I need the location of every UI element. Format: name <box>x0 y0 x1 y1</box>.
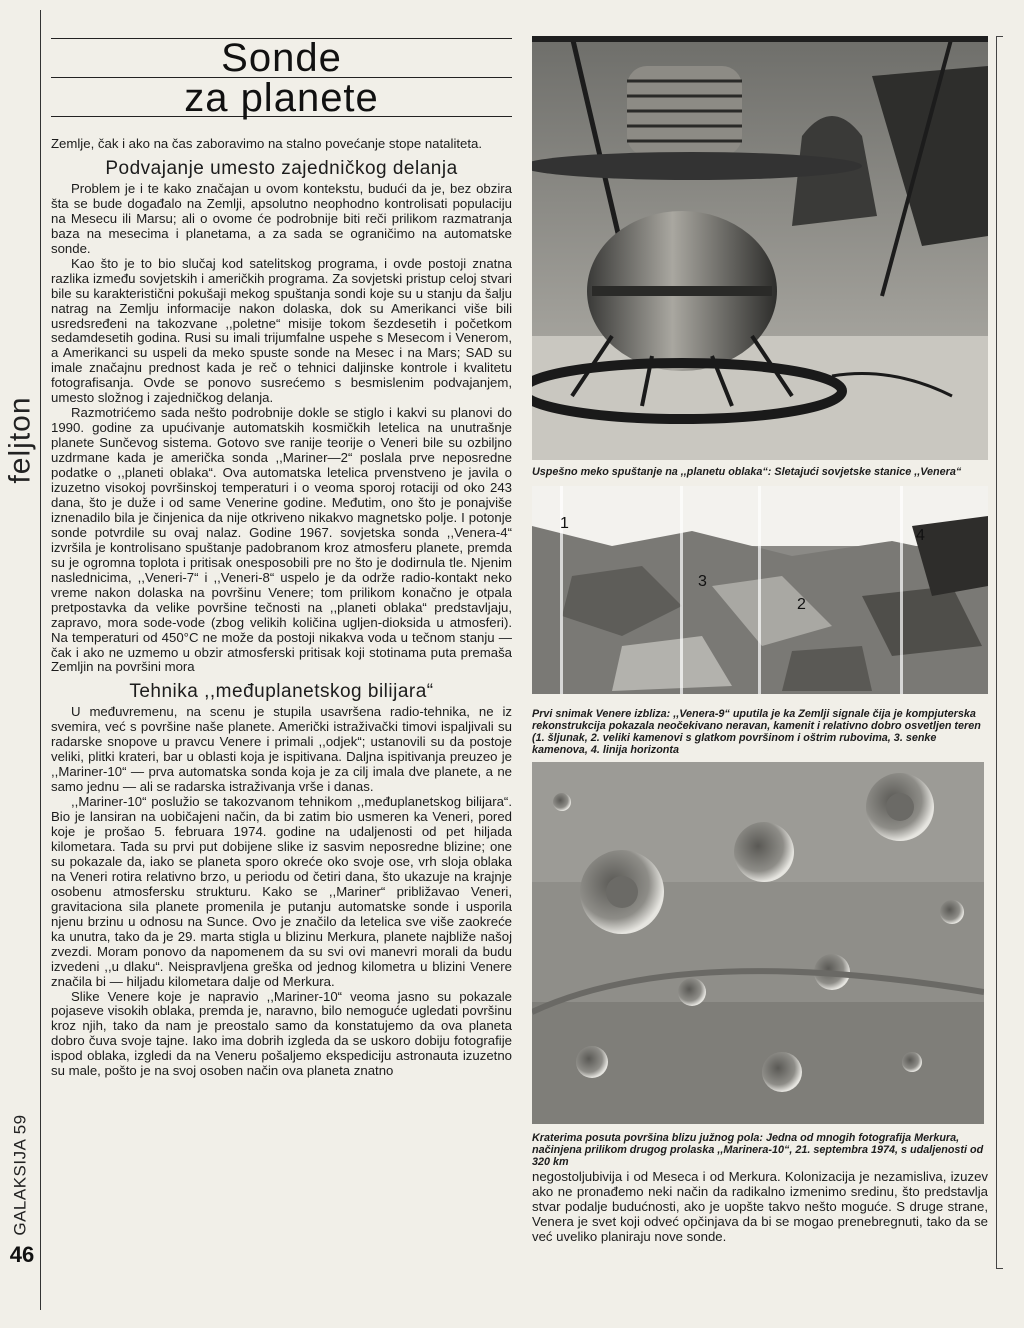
marker-label-3: 3 <box>698 573 707 590</box>
intro-paragraph: Zemlje, čak i ako na čas zaboravimo na stalno povećanje stope nataliteta. <box>51 136 483 151</box>
section-label <box>2 385 40 495</box>
paragraph: U međuvremenu, na scenu je stupila usavršena radio-tehnika, ne iz svemira, već s površine naše planete. Američki istraživački timovi ispaljivali su radarske snopove u pravcu Venere i primali ,,odjek“; ustanovili su da postoje veliki, plitki krateri, bar u oblasti koja je ispitivana. Daljna ispitivanja preuzeo je ,,Mariner-10“ — prva automatska sonda koja je za cilj imala dve planete, a ne samo jednu — ali se radarska istraživanja vrše i danas. <box>51 704 512 795</box>
marker-label-4: 4 <box>916 527 925 544</box>
page-number: 46 <box>9 1242 35 1267</box>
venera9-surface-photo <box>532 486 988 694</box>
marker-label-2: 2 <box>797 596 806 613</box>
title-line-2: za planete <box>184 76 379 120</box>
magazine-label <box>6 1110 36 1240</box>
paragraph: Kao što je to bio slučaj kod satelitskog programa, i ovde postoji znatna razlika između sovjetskih i američkih programa. Za sovjetski pristup celoj stvari bile su karakteristični pokušaji mekog spuštanja sondi koje su u stanju da šalju natrag na Zemlju informacije nakon dolaska, dok su Amerikanci više bili usredsređeni na takozvane ,,poletne“ misije tokom šezdesetih i početkom sedamdesetih godina. Rusi su imali trijumfalne uspehe s Mesecom i Venerom, a Amerikanci su uspeli da meko spuste sonde na Mesec i na Mars; SAD su imale značajnu prednost kada je reč o tehnici daljinske kontrole i kvalitetu fotografisanja. Ovde se ponovo susrećemo s besmislenim podvajanjem, umesto složnog i zajedničkog delanja. <box>51 255 512 406</box>
paragraph: Slike Venere koje je napravio ,,Mariner-10“ veoma jasno su pokazale pojaseve visokih oblaka, premda je, naravno, bilo nemoguće ugledati površinu kroz njih, tako da nam je preostalo samo da konstatujemo da ova planeta dobro čuva svoje tajne. Iako ima dobrih izgleda da se uskoro dobiju fotografije ispod oblaka, izgledi da na Veneru pošaljemo ekspediciju astronauta izuzetno su male, pošto je na svoj osoben način ova planeta znatno <box>51 988 512 1079</box>
magazine-label-text: GALAKSIJA 59 <box>11 1114 31 1236</box>
photo-caption-1: Uspešno meko spuštanje na ,,planetu oblaka“: Sletajući sovjetske stanice ,,Venera“ <box>532 466 962 478</box>
mercury-craters-image <box>532 762 984 1124</box>
photo-caption-3: Kraterima posuta površina blizu južnog pola: Jedna od mnogih fotografija Merkura, načinjena prilikom drugog prolaska ,,Marinera-10“, 21. septembra 1974, s udaljenosti od 320 km <box>532 1132 984 1168</box>
section-label-text: feljton <box>4 396 37 484</box>
venera-lander-image <box>532 36 988 460</box>
article-continuation: negostoljubivija i od Meseca i od Merkura. Kolonizacija je nezamisliva, izuzev ako ne pronađemo neki način da radikalno izmenimo sredinu, što predstavlja stvar podalje budućnosti, ako je uopšte takvo nešto moguće. S druge strane, Venera je svet koji odveć opčinjava da bi se mogao prenebregnuti, tako da se već uveliko planiraju nove sonde. <box>532 1169 988 1244</box>
title-line-1: Sonde <box>221 36 342 80</box>
photo-caption-2: Prvi snimak Venere izbliza: ,,Venera-9“ uputila je ka Zemlji signale čija je kompjuterska rekonstrukcija pokazala neočekivano neravan, kamenit i relativno dobro osvetljen teren (1. šljunak, 2. veliki kamenovi s glatkom površinom i oštrim rubovima, 3. senke kamenova, 4. linija horizonta <box>532 708 981 756</box>
venera-lander-photo <box>532 36 988 460</box>
venera9-surface-image <box>532 486 988 694</box>
margin-rule <box>40 10 41 1310</box>
mercury-craters-photo <box>532 762 984 1124</box>
paragraph: Razmotrićemo sada nešto podrobnije dokle se stiglo i kakvi su planovi do 1990. godine za upućivanje automatskih kosmičkih letelica na unutrašnje planete Sunčevog sistema. Gotovo sve ranije teorije o Veneri bile su ozbiljno uzdrmane kada je američka sonda ,,Mariner—2“ poslala prve neposredne podatke o ,,planeti oblaka“. Ova automatska letelica prvenstveno je javila o izuzetno visokoj površinskoj temperaturi i o veoma sporoj rotaciji od oko 243 dana, što je duže i od same Venerine godine. Međutim, ono što je ponajviše iznenadilo bila je činjenica da nije otkriveno nikakvo magnetsko polje. I potonje sonde potvrdile su ovaj nalaz. Godine 1967. sovjetska sonda ,,Venera-4“ izvršila je kontrolisano spuštanje padobranom kroz atmosferu planete, premda su je ogromna toplota i pritisak onesposobili pre no što je dodirnula tle. Njenim naslednicima, ,,Veneri-7“ i ,,Veneri-8“ uspelo je da održe radio-kontakt neko vreme nakon dolaska na površinu Venere; tom prilikom konačno je otpala pretpostavka da velike površine tečnosti na ,,planeti oblaka“ predstavljaju, zapravo, mora sode-vode (zbog velikih količina ugljen-dioksida u atmosferi). Na temperaturi od 450°C ne može da postoji nikakva voda u tečnom stanju — čak i ako ne uzmemo u obzir atmosferski pritisak koji stotinama puta premaša Zemljin na površini mora <box>51 405 512 675</box>
subheading-2: Tehnika ,,međuplanetskog bilijara“ <box>129 681 434 703</box>
article-body <box>51 137 512 1079</box>
edge-tick <box>996 36 1003 37</box>
subheading-1: Podvajanje umesto zajedničkog delanja <box>105 157 458 179</box>
paragraph: ,,Mariner-10“ poslužio se takozvanom tehnikom ,,međuplanetskog bilijara“. Bio je lansiran na uobičajeni način, da bi zatim bio usmeren ka Veneri, pored koje je prošao 5. februara 1974. godine na udaljenosti od pet hiljada kilometara. Tada su prvi put dobijene slike iz sasvim neposredne blizine; one su pokazale da, iako se planeta sporo okreće oko svoje ose, vrh sloja oblaka na Veneri rotira relativno brzo, u periodu od četiri dana, što ukazuje na krajnje osobenu atmosfersku strukturu. Kako se ,,Mariner“ približavao Veneri, gravitaciona sila planete promenila je putanju automatske sonde i usporila njenu brzinu u odnosu na Sunce. Ovo je značilo da letelica sve više zaokreće ka unutra, tako da je 29. marta stigla u blizinu Merkura, planete najbliže našoj zvezdi. Moram ponovo da napomenem da su svi ovi manevri morali da budu izvedeni ,,u dlaku“. Neispravljena greška od jednog kilometra u blizini Venere značila bi — hiljadu kilometara dalje od Merkura. <box>51 794 512 989</box>
right-edge-rule <box>996 36 997 1268</box>
article-title <box>51 36 512 120</box>
paragraph: Problem je i te kako značajan u ovom kontekstu, budući da je, bez obzira šta se bude događalo na Zemlji, apsolutno neophodno kontrolisati populaciju na Mesecu ili Marsu; ali o ovome će podrobnije biti reči prilikom razmatranja baza na mesecima i planetama, a za sada se ograničimo na automatske sonde. <box>51 180 512 256</box>
marker-label-1: 1 <box>560 515 569 532</box>
edge-tick <box>996 1268 1003 1269</box>
